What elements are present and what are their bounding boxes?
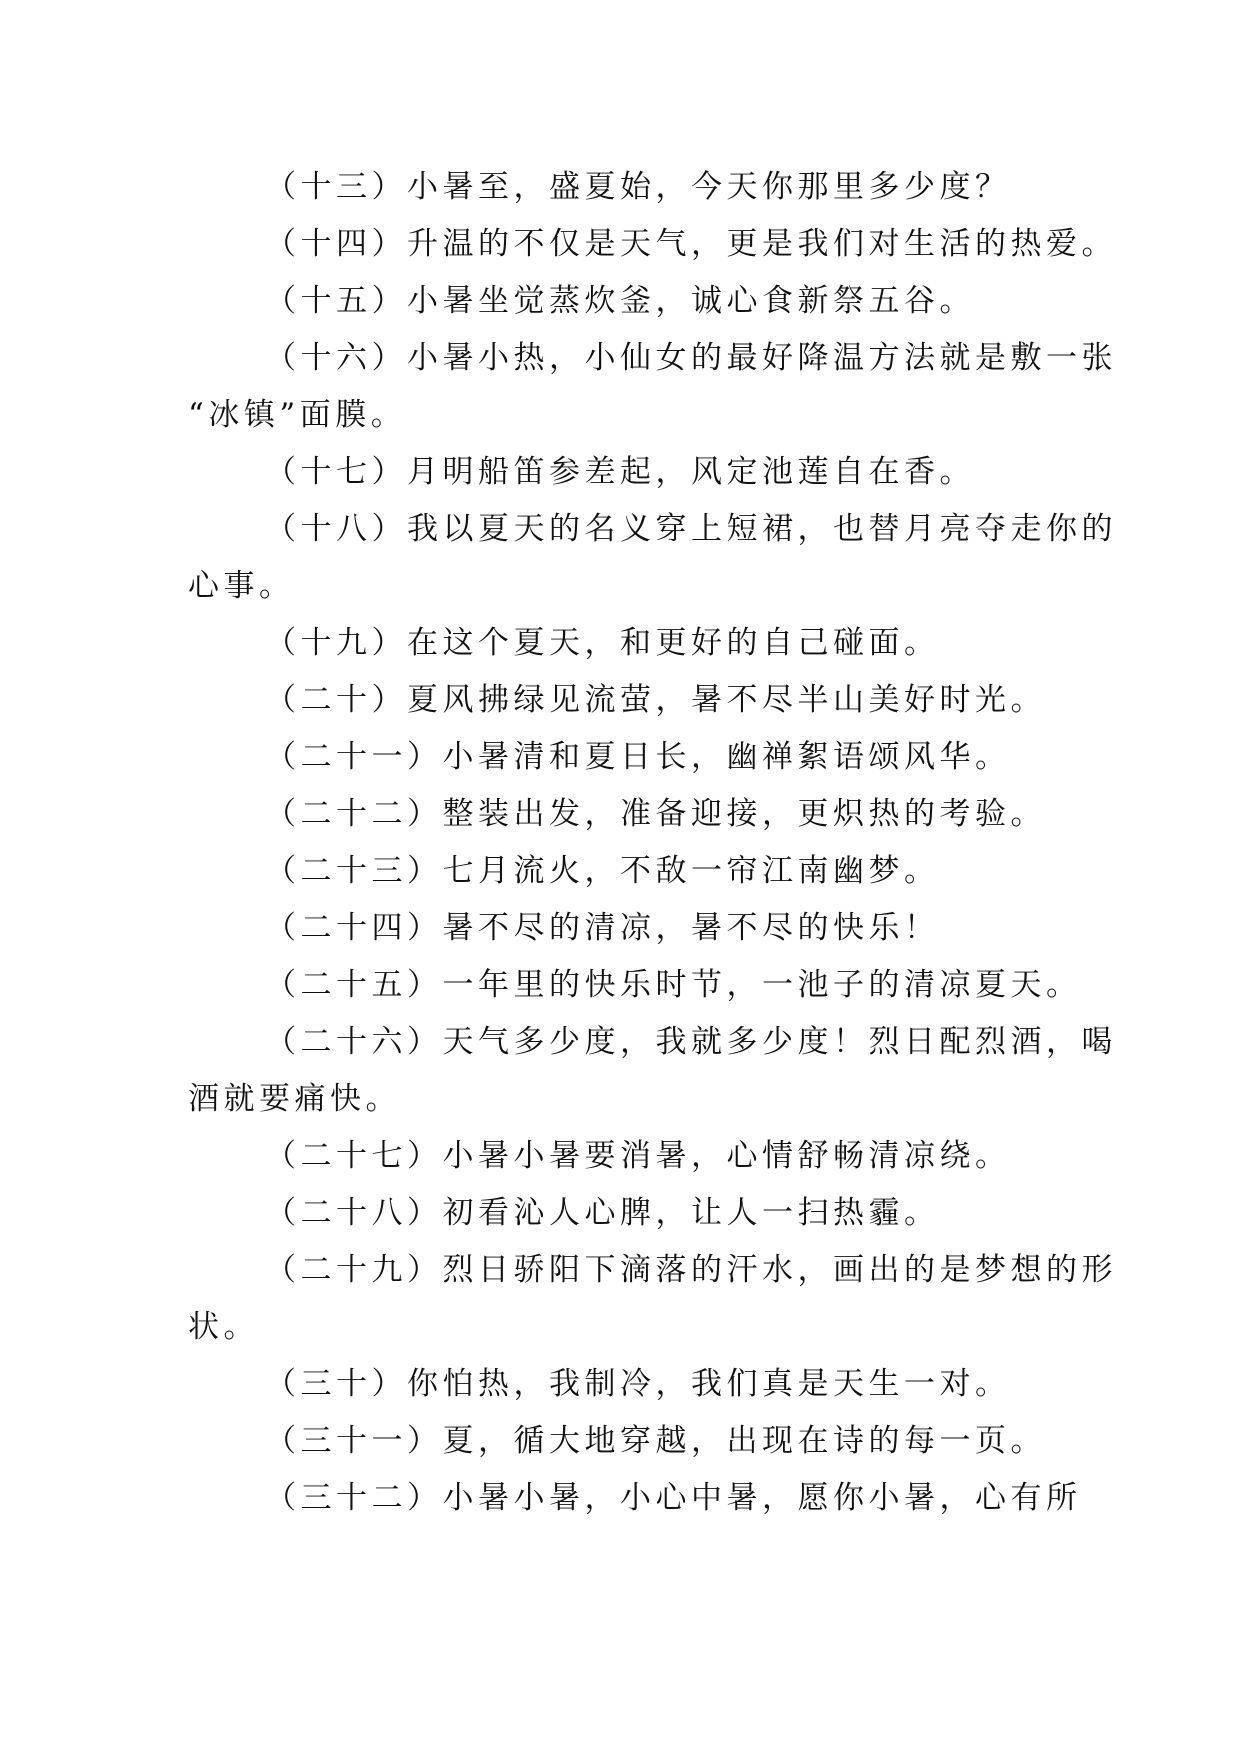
paragraph-19: （十九）在这个夏天，和更好的自己碰面。 — [265, 625, 940, 661]
paragraph-16: （十六）小暑小热，小仙女的最好降温方法就是敷一张 — [265, 340, 1117, 376]
paragraph-26: （二十六）天气多少度，我就多少度！烈日配烈酒，喝 — [265, 1024, 1117, 1060]
paragraph-21: （二十一）小暑清和夏日长，幽禅絮语颂风华。 — [265, 739, 1011, 775]
paragraph-20: （二十）夏风拂绿见流萤，暑不尽半山美好时光。 — [265, 682, 1046, 718]
paragraph-29-cont: 状。 — [188, 1309, 259, 1345]
paragraph-23: （二十三）七月流火，不敌一帘江南幽梦。 — [265, 853, 940, 889]
paragraph-26-cont: 酒就要痛快。 — [188, 1081, 401, 1117]
paragraph-32: （三十二）小暑小暑，小心中暑，愿你小暑，心有所 — [265, 1480, 1082, 1516]
paragraph-13: （十三）小暑至，盛夏始，今天你那里多少度？ — [265, 169, 1011, 205]
paragraph-14: （十四）升温的不仅是天气，更是我们对生活的热爱。 — [265, 226, 1117, 262]
paragraph-24: （二十四）暑不尽的清凉，暑不尽的快乐！ — [265, 910, 940, 946]
paragraph-16-cont: “冰镇”面膜。 — [188, 397, 407, 433]
paragraph-18-cont: 心事。 — [188, 568, 295, 604]
paragraph-15: （十五）小暑坐觉蒸炊釜，诚心食新祭五谷。 — [265, 283, 975, 319]
paragraph-17: （十七）月明船笛参差起，风定池莲自在香。 — [265, 454, 975, 490]
paragraph-25: （二十五）一年里的快乐时节，一池子的清凉夏天。 — [265, 967, 1082, 1003]
paragraph-28: （二十八）初看沁人心脾，让人一扫热霾。 — [265, 1195, 940, 1231]
paragraph-18: （十八）我以夏天的名义穿上短裙，也替月亮夺走你的 — [265, 511, 1117, 547]
paragraph-22: （二十二）整装出发，准备迎接，更炽热的考验。 — [265, 796, 1046, 832]
paragraph-30: （三十）你怕热，我制冷，我们真是天生一对。 — [265, 1366, 1011, 1402]
paragraph-29: （二十九）烈日骄阳下滴落的汗水，画出的是梦想的形 — [265, 1252, 1117, 1288]
paragraph-27: （二十七）小暑小暑要消暑，心情舒畅清凉绕。 — [265, 1138, 1011, 1174]
paragraph-31: （三十一）夏，循大地穿越，出现在诗的每一页。 — [265, 1423, 1046, 1459]
